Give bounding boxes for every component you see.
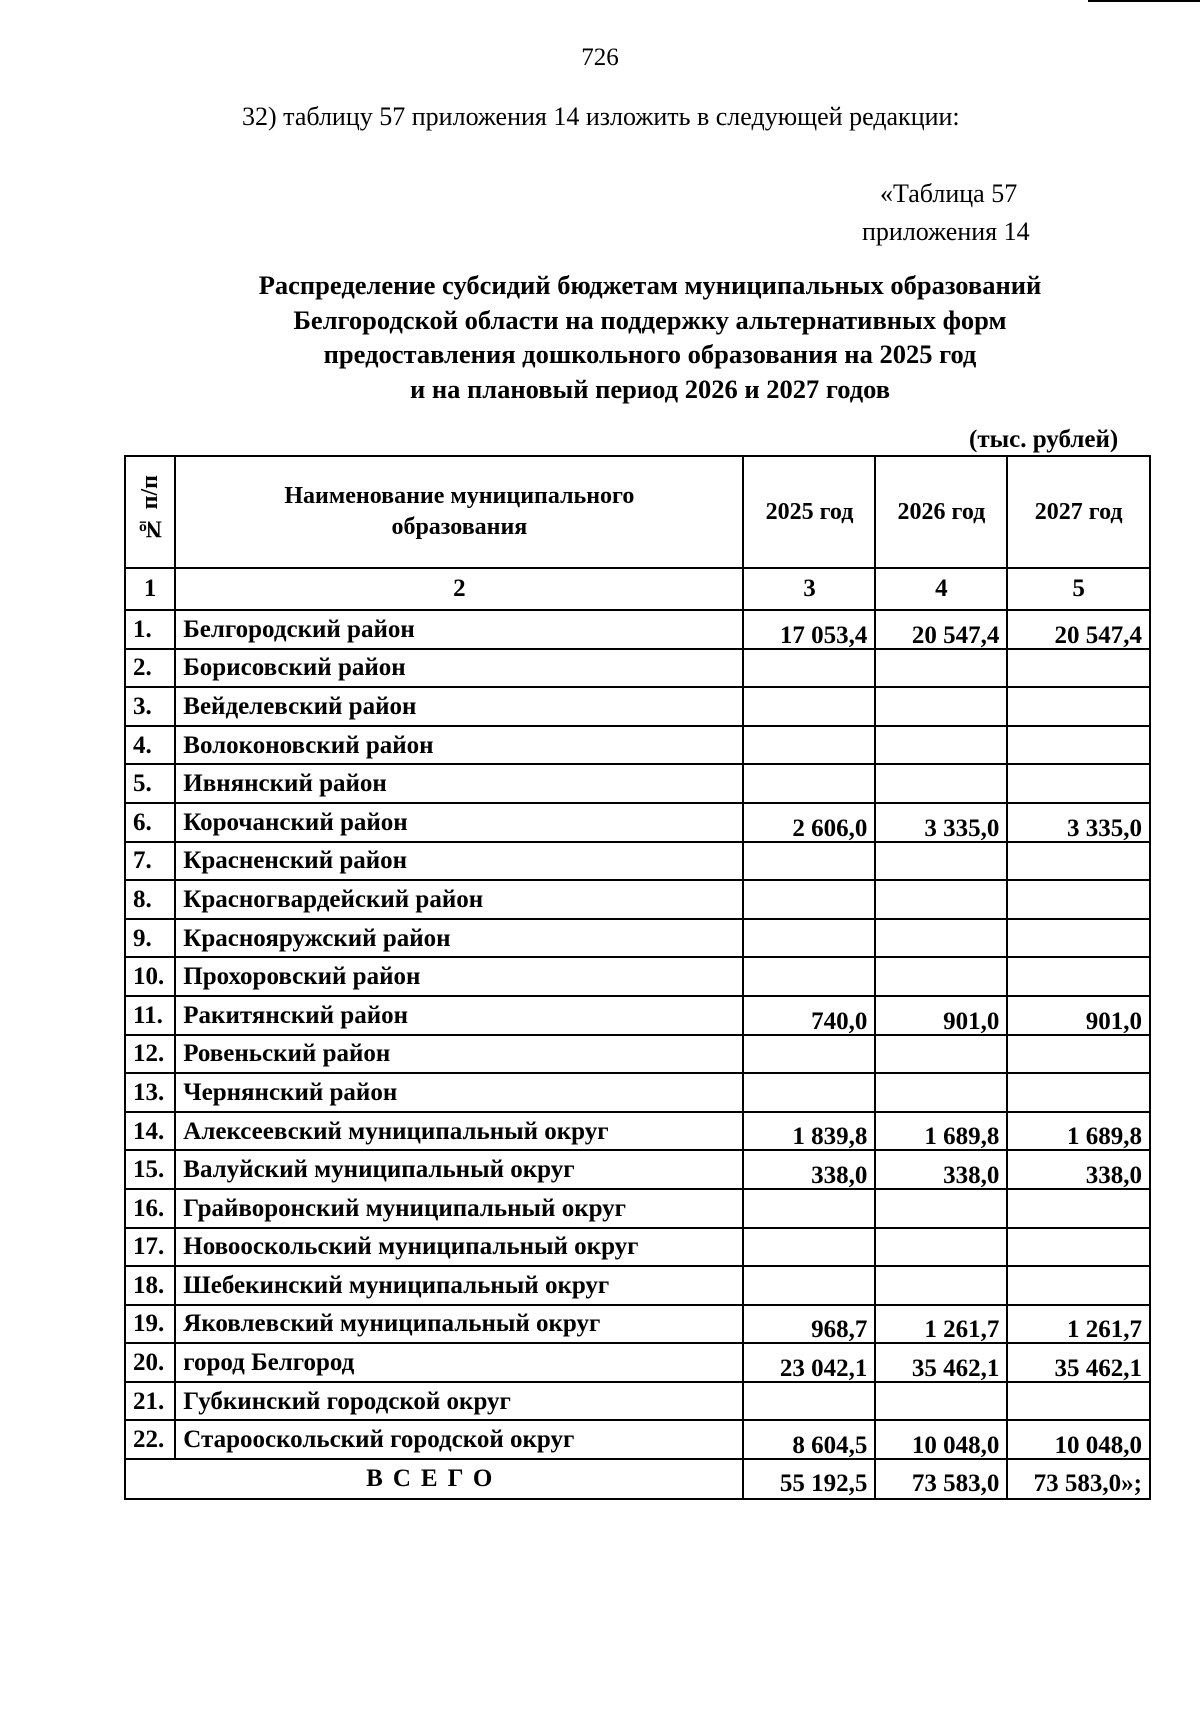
row-value-2027: 901,0 <box>1007 996 1150 1035</box>
table-row <box>125 764 1150 803</box>
row-value-2026 <box>875 1228 1007 1267</box>
row-number: 5. <box>125 764 175 803</box>
row-value-2025: 740,0 <box>743 996 875 1035</box>
row-name: Алексеевский муниципальный округ <box>175 1112 743 1151</box>
table-row <box>125 1035 1150 1074</box>
table-row <box>125 1073 1150 1112</box>
row-number: 2. <box>125 649 175 688</box>
total-label: ВСЕГО <box>125 1459 743 1499</box>
row-value-2027 <box>1007 764 1150 803</box>
table-row <box>125 687 1150 726</box>
row-number: 6. <box>125 803 175 842</box>
title-line4: и на плановый период 2026 и 2027 годов <box>409 373 891 404</box>
row-value-2026 <box>875 880 1007 919</box>
header-2026: 2026 год <box>875 456 1007 568</box>
row-value-2027: 10 048,0 <box>1007 1420 1150 1459</box>
row-name: Корочанский район <box>175 803 743 842</box>
table-header-row <box>125 456 1150 568</box>
table-row <box>125 803 1150 842</box>
row-value-2027 <box>1007 957 1150 996</box>
header-num <box>125 456 175 568</box>
row-value-2025: 17 053,4 <box>743 610 875 649</box>
row-value-2026 <box>875 842 1007 881</box>
row-value-2027 <box>1007 649 1150 688</box>
table-row <box>125 919 1150 958</box>
table-reference <box>862 175 1190 251</box>
row-number: 11. <box>125 996 175 1035</box>
table-row <box>125 1150 1150 1189</box>
table-row <box>125 1228 1150 1267</box>
row-value-2025 <box>743 1266 875 1305</box>
row-value-2026: 1 689,8 <box>875 1112 1007 1151</box>
column-index-cell: 4 <box>875 568 1007 610</box>
row-value-2026 <box>875 764 1007 803</box>
intro-text: 32) таблицу 57 приложения 14 изложить в следующей редакции: <box>242 102 960 131</box>
row-name: Красненский район <box>175 842 743 881</box>
row-value-2025 <box>743 1073 875 1112</box>
row-value-2027: 338,0 <box>1007 1150 1150 1189</box>
row-value-2026: 901,0 <box>875 996 1007 1035</box>
row-number: 20. <box>125 1343 175 1382</box>
row-number: 22. <box>125 1420 175 1459</box>
subsidy-table <box>124 455 1151 1500</box>
row-value-2026 <box>875 1382 1007 1421</box>
title-line2: Белгородской области на поддержку альтернативных форм <box>293 304 1007 335</box>
header-name-line2: образования <box>391 514 528 540</box>
table-row <box>125 1382 1150 1421</box>
row-value-2027: 1 261,7 <box>1007 1305 1150 1344</box>
row-value-2026: 338,0 <box>875 1150 1007 1189</box>
table-row <box>125 880 1150 919</box>
row-value-2026: 20 547,4 <box>875 610 1007 649</box>
row-value-2025 <box>743 1189 875 1228</box>
row-value-2027 <box>1007 919 1150 958</box>
row-number: 4. <box>125 726 175 765</box>
row-value-2025 <box>743 1228 875 1267</box>
table-row <box>125 1189 1150 1228</box>
title-line3: предоставления дошкольного образования на 2025 год <box>323 339 977 369</box>
row-value-2027 <box>1007 842 1150 881</box>
table-row <box>125 610 1150 649</box>
row-value-2026 <box>875 919 1007 958</box>
row-number: 1. <box>125 610 175 649</box>
row-number: 10. <box>125 957 175 996</box>
row-value-2026 <box>875 1266 1007 1305</box>
row-number: 3. <box>125 687 175 726</box>
units-label: (тыс. рублей) <box>969 426 1119 453</box>
row-number: 7. <box>125 842 175 881</box>
row-name: Новооскольский муниципальный округ <box>175 1228 743 1267</box>
row-name: Грайворонский муниципальный округ <box>175 1189 743 1228</box>
row-value-2026 <box>875 687 1007 726</box>
row-number: 18. <box>125 1266 175 1305</box>
row-value-2025 <box>743 649 875 688</box>
row-value-2025 <box>743 1035 875 1074</box>
table-reference-line1: «Таблица 57 <box>880 179 1018 208</box>
row-value-2025 <box>743 919 875 958</box>
row-value-2026: 3 335,0 <box>875 803 1007 842</box>
total-row <box>125 1459 1150 1499</box>
row-name: город Белгород <box>175 1343 743 1382</box>
row-name: Губкинский городской округ <box>175 1382 743 1421</box>
table-row <box>125 1420 1150 1459</box>
row-number: 16. <box>125 1189 175 1228</box>
row-value-2025 <box>743 764 875 803</box>
row-name: Старооскольский городской округ <box>175 1420 743 1459</box>
column-index-row <box>125 568 1150 610</box>
column-index-cell: 5 <box>1007 568 1150 610</box>
row-value-2026 <box>875 1189 1007 1228</box>
header-name-line1: Наименование муниципального <box>284 483 635 509</box>
total-2025: 55 192,5 <box>743 1459 875 1499</box>
row-value-2027: 35 462,1 <box>1007 1343 1150 1382</box>
header-num-text: № п/п <box>136 475 163 542</box>
row-value-2027 <box>1007 1228 1150 1267</box>
row-value-2027: 1 689,8 <box>1007 1112 1150 1151</box>
row-value-2027 <box>1007 687 1150 726</box>
row-name: Ровеньский район <box>175 1035 743 1074</box>
row-name: Прохоровский район <box>175 957 743 996</box>
row-value-2025 <box>743 1382 875 1421</box>
row-value-2025: 2 606,0 <box>743 803 875 842</box>
row-value-2026: 35 462,1 <box>875 1343 1007 1382</box>
table-row <box>125 996 1150 1035</box>
page-number: 726 <box>581 44 619 71</box>
column-index-cell: 1 <box>125 568 175 610</box>
row-name: Вейделевский район <box>175 687 743 726</box>
row-value-2027 <box>1007 1189 1150 1228</box>
column-index-cell: 3 <box>743 568 875 610</box>
row-value-2027 <box>1007 1382 1150 1421</box>
row-value-2026 <box>875 957 1007 996</box>
total-2027: 73 583,0»; <box>1007 1459 1150 1499</box>
table-row <box>125 649 1150 688</box>
row-name: Краснояружский район <box>175 919 743 958</box>
row-value-2026: 10 048,0 <box>875 1420 1007 1459</box>
row-name: Волоконовский район <box>175 726 743 765</box>
row-value-2026 <box>875 726 1007 765</box>
row-number: 9. <box>125 919 175 958</box>
table-row <box>125 726 1150 765</box>
row-number: 19. <box>125 1305 175 1344</box>
row-number: 8. <box>125 880 175 919</box>
document-title <box>180 268 1120 406</box>
row-number: 15. <box>125 1150 175 1189</box>
table-reference-line2: приложения 14 <box>862 217 1030 246</box>
row-value-2027 <box>1007 1073 1150 1112</box>
row-number: 14. <box>125 1112 175 1151</box>
header-2025: 2025 год <box>743 456 875 568</box>
table-row <box>125 1343 1150 1382</box>
row-value-2027: 20 547,4 <box>1007 610 1150 649</box>
table-row <box>125 1266 1150 1305</box>
total-2026: 73 583,0 <box>875 1459 1007 1499</box>
row-name: Яковлевский муниципальный округ <box>175 1305 743 1344</box>
row-name: Валуйский муниципальный округ <box>175 1150 743 1189</box>
table-row <box>125 957 1150 996</box>
row-value-2025: 968,7 <box>743 1305 875 1344</box>
table-row <box>125 1112 1150 1151</box>
row-value-2025 <box>743 726 875 765</box>
row-value-2025 <box>743 880 875 919</box>
table-row <box>125 842 1150 881</box>
row-value-2027 <box>1007 1266 1150 1305</box>
table-row <box>125 1305 1150 1344</box>
row-name: Борисовский район <box>175 649 743 688</box>
top-edge-line <box>1088 0 1200 2</box>
header-name <box>175 456 743 568</box>
row-value-2025: 23 042,1 <box>743 1343 875 1382</box>
row-value-2025: 338,0 <box>743 1150 875 1189</box>
row-value-2027 <box>1007 880 1150 919</box>
row-value-2026: 1 261,7 <box>875 1305 1007 1344</box>
row-value-2025 <box>743 957 875 996</box>
row-value-2025 <box>743 842 875 881</box>
row-value-2026 <box>875 649 1007 688</box>
row-name: Ракитянский район <box>175 996 743 1035</box>
row-value-2026 <box>875 1035 1007 1074</box>
row-number: 21. <box>125 1382 175 1421</box>
row-name: Красногвардейский район <box>175 880 743 919</box>
header-2027: 2027 год <box>1007 456 1150 568</box>
row-name: Белгородский район <box>175 610 743 649</box>
row-value-2027 <box>1007 1035 1150 1074</box>
row-name: Шебекинский муниципальный округ <box>175 1266 743 1305</box>
row-number: 13. <box>125 1073 175 1112</box>
row-value-2027 <box>1007 726 1150 765</box>
title-line1: Распределение субсидий бюджетам муниципальных образований <box>258 270 1042 300</box>
row-value-2025 <box>743 687 875 726</box>
row-number: 17. <box>125 1228 175 1267</box>
row-value-2026 <box>875 1073 1007 1112</box>
row-value-2025: 8 604,5 <box>743 1420 875 1459</box>
row-name: Ивнянский район <box>175 764 743 803</box>
row-name: Чернянский район <box>175 1073 743 1112</box>
row-value-2025: 1 839,8 <box>743 1112 875 1151</box>
row-value-2027: 3 335,0 <box>1007 803 1150 842</box>
column-index-cell: 2 <box>175 568 743 610</box>
row-number: 12. <box>125 1035 175 1074</box>
